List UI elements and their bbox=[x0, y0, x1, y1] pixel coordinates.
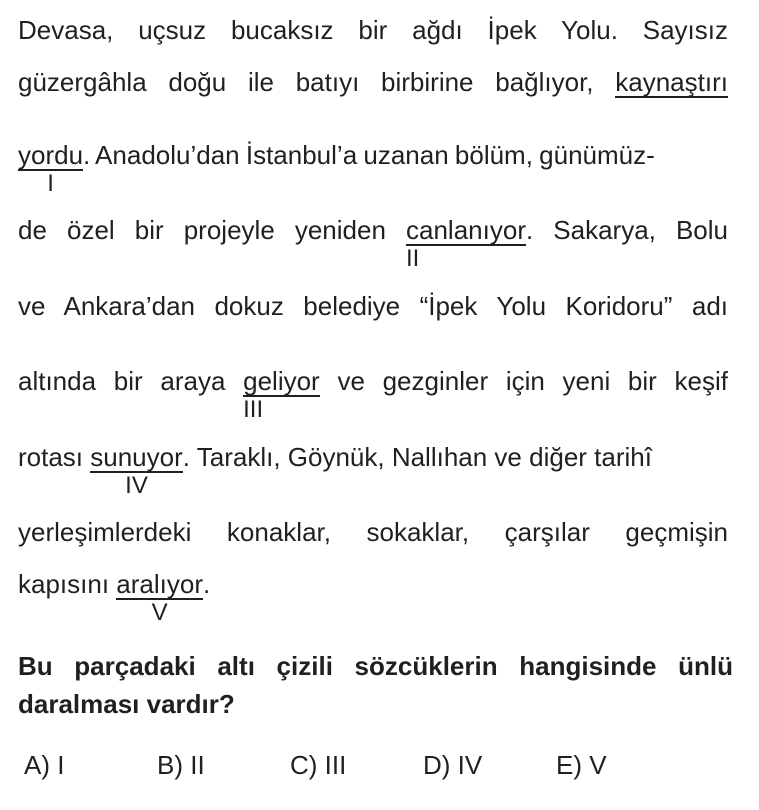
marker-IV: IV bbox=[125, 472, 148, 499]
passage-line-8: yerleşimlerdeki konaklar, sokaklar, çarşılar geçmişin bbox=[18, 517, 728, 547]
passage-text: ve gezginler için yeni bir keşif bbox=[337, 366, 728, 396]
passage-line-7 bbox=[18, 442, 728, 499]
underlined-word-sunuyor bbox=[90, 442, 183, 499]
passage-line-3 bbox=[18, 140, 730, 197]
passage-text: . Sakarya, Bolu bbox=[525, 215, 728, 245]
passage-line-2 bbox=[18, 67, 728, 98]
answer-options bbox=[24, 748, 689, 782]
option-a[interactable]: A) I bbox=[24, 750, 65, 780]
underlined-word-text: canlanıyor bbox=[406, 215, 526, 245]
passage-line-9 bbox=[18, 569, 728, 626]
underlined-word-text: sunuyor bbox=[90, 442, 183, 472]
underlined-word-geliyor bbox=[243, 366, 320, 423]
passage-text: altında bir araya bbox=[18, 366, 226, 396]
passage-line-5: ve Ankara’dan dokuz belediye “İpek Yolu Koridoru” adı bbox=[18, 291, 728, 321]
option-e[interactable]: E) V bbox=[556, 750, 607, 780]
passage-line-6 bbox=[18, 366, 728, 423]
underlined-word-text: yordu bbox=[18, 140, 84, 170]
option-b[interactable]: B) II bbox=[157, 750, 205, 780]
underlined-word-canlaniyor bbox=[406, 215, 526, 272]
passage-text: . bbox=[203, 569, 211, 599]
passage-text: . Taraklı, Göynük, Nallıhan ve diğer tarihî bbox=[182, 442, 652, 472]
marker-II: II bbox=[406, 245, 420, 272]
passage-text: rotası bbox=[18, 442, 84, 472]
question-line-1: Bu parçadaki altı çizili sözcüklerin hangisinde ünlü bbox=[18, 651, 733, 681]
marker-I: I bbox=[47, 170, 54, 197]
passage-text: kapısını bbox=[18, 569, 110, 599]
option-d[interactable]: D) IV bbox=[423, 750, 483, 780]
option-c[interactable]: C) III bbox=[290, 750, 347, 780]
underlined-word-text: geliyor bbox=[243, 366, 320, 396]
passage-text: güzergâhla doğu ile batıyı birbirine bağlıyor, bbox=[18, 67, 594, 97]
marker-V: V bbox=[151, 599, 168, 626]
underlined-word-araliyor bbox=[116, 569, 203, 626]
underlined-word-text: aralıyor bbox=[116, 569, 203, 599]
underlined-group bbox=[406, 215, 728, 272]
passage-text: . Anadolu’dan İstanbul’a uzanan bölüm, günümüz- bbox=[83, 140, 655, 170]
marker-III: III bbox=[243, 396, 264, 423]
question-line-2: daralması vardır? bbox=[18, 689, 235, 719]
passage-line-1: Devasa, uçsuz bucaksız bir ağdı İpek Yolu. Sayısız bbox=[18, 15, 728, 45]
underlined-word-yordu bbox=[18, 140, 84, 197]
passage-text: de özel bir projeyle yeniden bbox=[18, 215, 386, 245]
passage-line-4 bbox=[18, 215, 728, 272]
underlined-word-kaynastiri: kaynaştırı bbox=[615, 67, 728, 97]
